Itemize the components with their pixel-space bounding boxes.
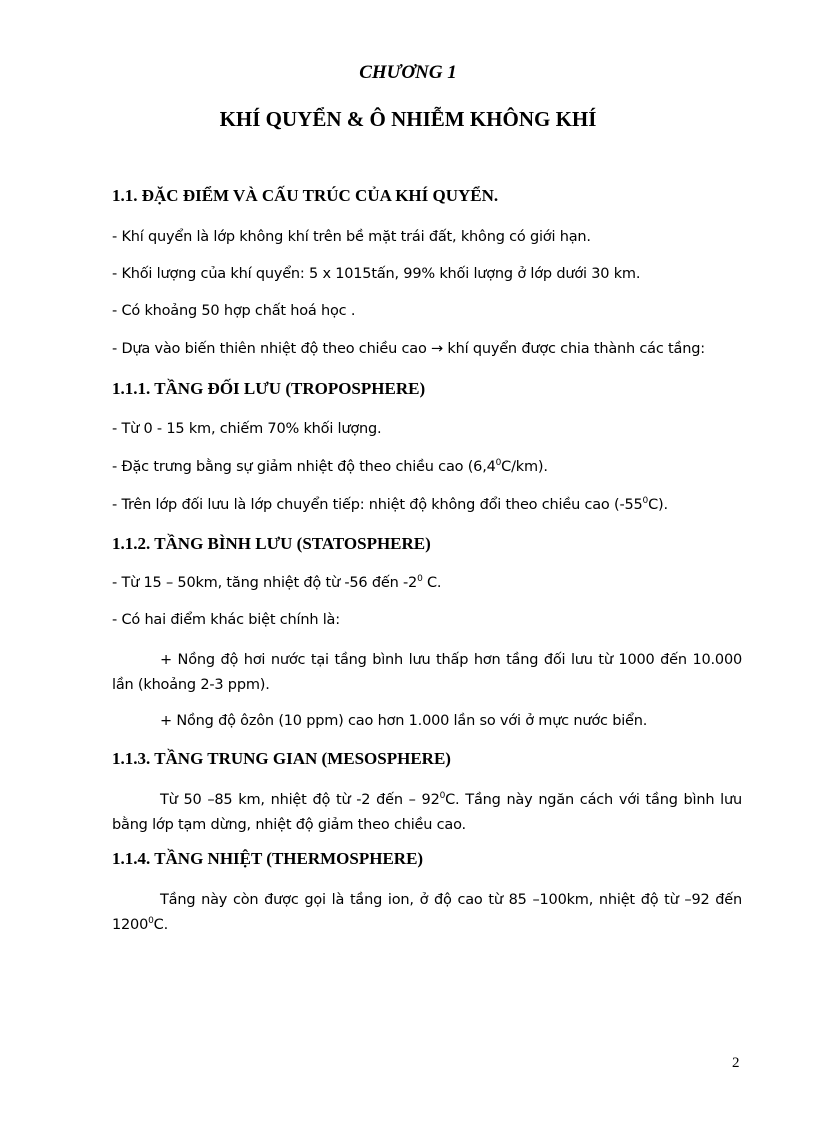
section-heading-1-1-1: 1.1.1. TẦNG ĐỐI LƯU (TROPOSPHERE) bbox=[112, 379, 426, 398]
paragraph-layer-division: - Dựa vào biến thiên nhiệt độ theo chiều cao → khí quyển được chia thành các tầng: bbox=[112, 341, 705, 357]
paragraph-ozone: + Nồng độ ôzôn (10 ppm) cao hơn 1.000 lần so với ở mực nước biển. bbox=[160, 713, 648, 729]
section-heading-1-1-4: 1.1.4. TẦNG NHIỆT (THERMOSPHERE) bbox=[112, 849, 424, 868]
paragraph-atmosphere-mass: - Khối lượng của khí quyển: 5 x 1015tấn, 99% khối lượng ở lớp dưới 30 km. bbox=[112, 266, 641, 282]
page-number: 2 bbox=[732, 1055, 740, 1071]
paragraph-troposphere-range: - Từ 0 - 15 km, chiếm 70% khối lượng. bbox=[112, 421, 382, 437]
chapter-title: KHÍ QUYỂN & Ô NHIỄM KHÔNG KHÍ bbox=[219, 107, 597, 131]
paragraph-atmosphere-definition: - Khí quyển là lớp không khí trên bề mặt trái đất, không có giới hạn. bbox=[112, 229, 591, 245]
chapter-label: CHƯƠNG 1 bbox=[359, 62, 457, 83]
section-heading-1-1-2: 1.1.2. TẦNG BÌNH LƯU (STATOSPHERE) bbox=[112, 534, 431, 553]
paragraph-mesosphere: Từ 50 –85 km, nhiệt độ từ -2 đến – $92^0C$. Tầng này ngăn cách với tầng bình lưu bằng lớp tạm dừng, nhiệt độ giảm theo chiều cao. bbox=[112, 791, 742, 833]
paragraph-stratosphere-range: - Từ 15 – 50km, tăng nhiệt độ từ -56 đến $-2^0$ C. bbox=[112, 574, 442, 591]
section-heading-1-1-3: 1.1.3. TẦNG TRUNG GIAN (MESOSPHERE) bbox=[112, 749, 451, 768]
paragraph-stratosphere-differences: - Có hai điểm khác biệt chính là: bbox=[112, 612, 340, 628]
section-heading-1-1: 1.1. ĐẶC ĐIỂM VÀ CẤU TRÚC CỦA KHÍ QUYỂN. bbox=[112, 186, 499, 205]
paragraph-tropopause: - Trên lớp đối lưu là lớp chuyển tiếp: nhiệt độ không đổi theo chiều cao $(-55^0C)$. bbox=[112, 496, 668, 513]
paragraph-thermosphere: Tầng này còn được gọi là tầng ion, ở độ cao từ 85 –100km, nhiệt độ từ –92 đến 1200$^0$C. bbox=[112, 892, 742, 933]
paragraph-troposphere-gradient: - Đặc trưng bằng sự giảm nhiệt độ theo chiều cao $(6,4^0C/km)$. bbox=[112, 458, 548, 475]
paragraph-chemical-compounds: - Có khoảng 50 hợp chất hoá học . bbox=[112, 303, 356, 319]
paragraph-water-vapor: + Nồng độ hơi nước tại tầng bình lưu thấp hơn tầng đối lưu từ 1000 đến 10.000 lần (khoảng 2-3 ppm). bbox=[112, 652, 742, 693]
